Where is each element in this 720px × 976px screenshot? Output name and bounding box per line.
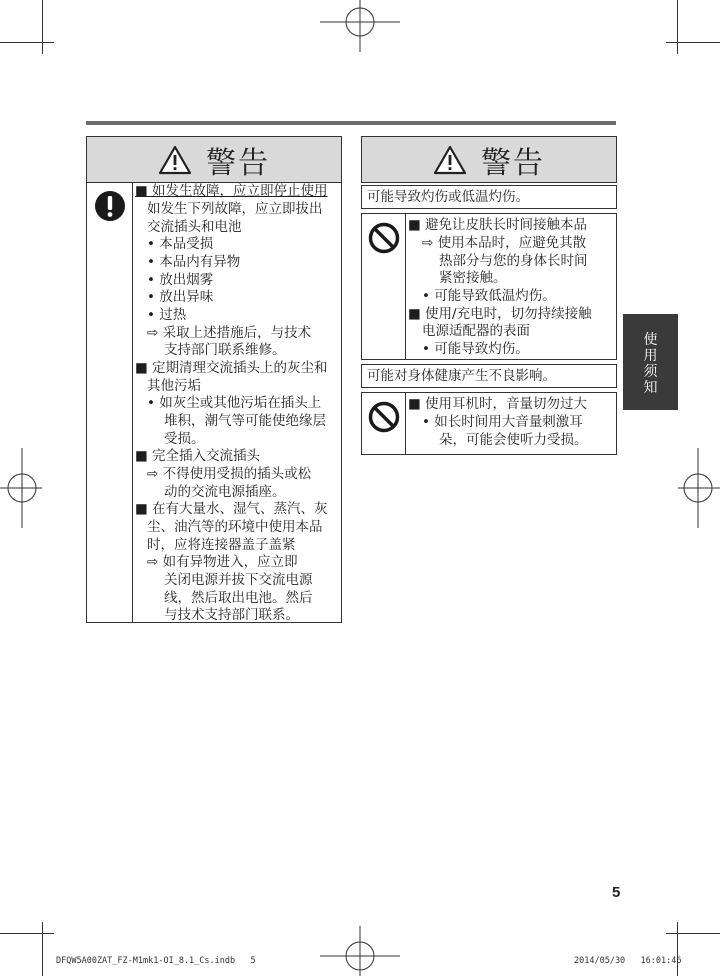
section-side-tab — [623, 314, 678, 410]
left-warning-header — [86, 136, 342, 183]
warning-triangle-icon — [433, 145, 467, 175]
list-item: 线，然后取出电池。然后 — [164, 589, 313, 606]
side-tab-char: 使 — [643, 332, 658, 348]
footer-file: DFQW5A00ZAT_FZ-M1mk1-OI_8.1_Cs.indb 5 — [56, 956, 256, 966]
left-icon-cell — [87, 183, 133, 622]
list-item: • 本品内有异物 — [147, 254, 241, 270]
list-item: ■ 使用/充电时，切勿持续接触 — [408, 305, 592, 322]
right-warning-header — [361, 136, 617, 183]
crop-mark — [0, 42, 54, 43]
list-item: • 放出异味 — [147, 289, 214, 305]
side-tab-char: 用 — [643, 348, 658, 364]
list-item: 动的交流电源插座。 — [164, 483, 286, 500]
list-item: • 可能导致低温灼伤。 — [422, 288, 556, 304]
list-item: ■ 使用耳机时，音量切勿过大 — [408, 396, 588, 412]
crop-mark — [666, 933, 720, 934]
list-item: 时，应将连接器盖子盖紧 — [147, 536, 296, 553]
list-item: 交流插头和电池 — [147, 218, 242, 235]
page-number: 5 — [612, 884, 621, 901]
crop-mark — [42, 922, 43, 976]
list-item: • 放出烟雾 — [147, 271, 214, 288]
crop-mark — [666, 42, 720, 43]
list-item: • 过热 — [147, 307, 187, 323]
prohibited-icon — [368, 222, 400, 254]
registration-mark — [320, 926, 400, 976]
list-item: ⇨ 采取上述措施后，与技术 — [147, 324, 312, 341]
list-item: ■ 避免让皮肤长时间接触本品 — [408, 217, 588, 233]
crop-mark — [42, 0, 43, 54]
list-item: ⇨ 如有异物进入，应立即 — [147, 554, 298, 570]
list-item: 受损。 — [164, 430, 205, 447]
warning-triangle-icon — [158, 145, 192, 175]
list-item: 其他污垢 — [147, 377, 201, 394]
right-icon-cell — [362, 393, 406, 454]
list-item: ⇨ 使用本品时，应避免其散 — [422, 235, 587, 251]
health-note: 可能对身体健康产生不良影响。 — [361, 364, 617, 388]
burn-warning-body — [361, 213, 617, 360]
side-tab-label — [623, 332, 678, 396]
list-item: 关闭电源并拔下交流电源 — [164, 572, 313, 588]
health-warning-body — [361, 392, 617, 455]
left-warning-title: 警告 — [206, 145, 270, 181]
list-item: ■ 完全插入交流插头 — [135, 448, 261, 464]
burn-note: 可能导致灼伤或低温灼伤。 — [361, 185, 617, 209]
list-item: 与技术支持部门联系。 — [164, 607, 299, 623]
side-tab-char: 须 — [643, 364, 658, 380]
list-item: 紧密接触。 — [439, 270, 507, 286]
registration-mark — [678, 448, 720, 528]
right-warning-title: 警告 — [481, 145, 545, 181]
list-item: 堆积，潮气等可能使绝缘层 — [164, 413, 326, 429]
footer-timestamp: 2014/05/30 16:01:46 — [574, 956, 682, 966]
list-item: • 如灰尘或其他污垢在插头上 — [147, 395, 322, 411]
list-item: 朵，可能会使听力受损。 — [439, 431, 588, 448]
list-item: 支持部门联系维修。 — [164, 342, 286, 358]
crop-mark — [677, 0, 678, 54]
list-item: 热部分与您的身体长时间 — [439, 252, 588, 269]
right-icon-cell — [362, 214, 406, 359]
left-warning-body — [86, 182, 342, 623]
list-item: ⇨ 不得使用受损的插头或松 — [147, 466, 312, 482]
prohibited-icon — [368, 401, 400, 433]
list-item: 尘、油汽等的环境中使用本品 — [147, 519, 323, 535]
mandatory-exclamation-icon — [94, 190, 126, 222]
list-item: • 如长时间用大音量刺激耳 — [422, 414, 583, 430]
registration-mark — [320, 0, 400, 52]
crop-mark — [0, 933, 54, 934]
top-rule — [86, 121, 616, 125]
list-item: 如发生下列故障，应立即拔出 — [147, 201, 323, 217]
registration-mark — [0, 448, 42, 528]
crop-mark — [677, 922, 678, 976]
list-item: ■ 在有大量水、湿气、蒸汽、灰 — [135, 501, 328, 517]
list-item: ■ 如发生故障，应立即停止使用 — [135, 183, 328, 199]
list-item: • 本品受损 — [147, 236, 214, 252]
side-tab-char: 知 — [643, 380, 658, 396]
list-item: • 可能导致灼伤。 — [422, 341, 529, 357]
list-item: ■ 定期清理交流插头上的灰尘和 — [135, 360, 328, 376]
list-item: 电源适配器的表面 — [422, 323, 530, 339]
